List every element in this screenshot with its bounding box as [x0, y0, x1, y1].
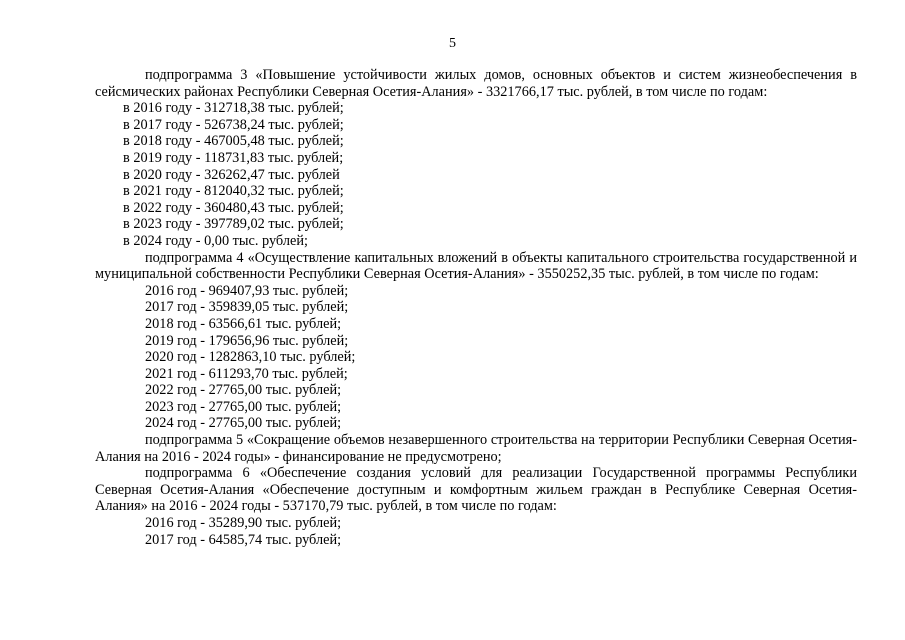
subprogram-3-paragraph: подпрограмма 3 «Повышение устойчивости жилых домов, основных объектов и систем жизнеобеспечения в сейсмических районах Республики Северная Осетия-Алания» - 3321766,17 тыс. рублей, в том числе по годам: [95, 67, 857, 100]
funding-line: в 2019 году - 118731,83 тыс. рублей; [123, 149, 344, 166]
page-number: 5 [449, 36, 456, 51]
funding-line: 2016 год - 969407,93 тыс. рублей; [145, 282, 349, 299]
funding-line: в 2022 году - 360480,43 тыс. рублей; [123, 199, 344, 216]
funding-line: 2019 год - 179656,96 тыс. рублей; [145, 332, 349, 349]
funding-line: 2022 год - 27765,00 тыс. рублей; [145, 382, 342, 399]
funding-line: в 2018 году - 467005,48 тыс. рублей; [123, 133, 344, 150]
funding-line: 2024 год - 27765,00 тыс. рублей; [145, 415, 342, 432]
funding-line: 2023 год - 27765,00 тыс. рублей; [145, 398, 342, 415]
funding-line: 2021 год - 611293,70 тыс. рублей; [145, 365, 348, 382]
document-body [95, 67, 857, 548]
funding-line: в 2021 году - 812040,32 тыс. рублей; [123, 183, 344, 200]
subprogram-4-year-list [95, 283, 857, 432]
subprogram-6-year-list [95, 515, 857, 548]
funding-line: 2018 год - 63566,61 тыс. рублей; [145, 315, 342, 332]
subprogram-4-paragraph: подпрограмма 4 «Осуществление капитальных вложений в объекты капитального строительства государственной и муниципальной собственности Республики Северная Осетия-Алания» - 3550252,35 тыс. рублей, в том числе по годам: [95, 249, 857, 283]
funding-line: в 2017 году - 526738,24 тыс. рублей; [123, 116, 344, 133]
funding-line: 2020 год - 1282863,10 тыс. рублей; [145, 349, 356, 366]
subprogram-6-paragraph: подпрограмма 6 «Обеспечение создания условий для реализации Государственной программы Республики Северная Осетия-Алания «Обеспечение доступным и комфортным жильем граждан в Республике Северная Осетия-Алания» на 2016 - 2024 годы - 537170,79 тыс. рублей, в том числе по годам: [95, 465, 857, 515]
funding-line: 2016 год - 35289,90 тыс. рублей; [145, 515, 342, 532]
funding-line: в 2023 году - 397789,02 тыс. рублей; [123, 216, 344, 233]
subprogram-3-year-list [95, 100, 857, 249]
funding-line: в 2016 году - 312718,38 тыс. рублей; [123, 100, 344, 117]
funding-line: 2017 год - 359839,05 тыс. рублей; [145, 299, 349, 316]
subprogram-5-paragraph: подпрограмма 5 «Сокращение объемов незавершенного строительства на территории Республики Северная Осетия-Алания на 2016 - 2024 годы» - финансирование не предусмотрено; [95, 432, 857, 465]
funding-line: в 2024 году - 0,00 тыс. рублей; [123, 232, 308, 249]
funding-line: в 2020 году - 326262,47 тыс. рублей [123, 166, 340, 183]
funding-line: 2017 год - 64585,74 тыс. рублей; [145, 531, 342, 548]
